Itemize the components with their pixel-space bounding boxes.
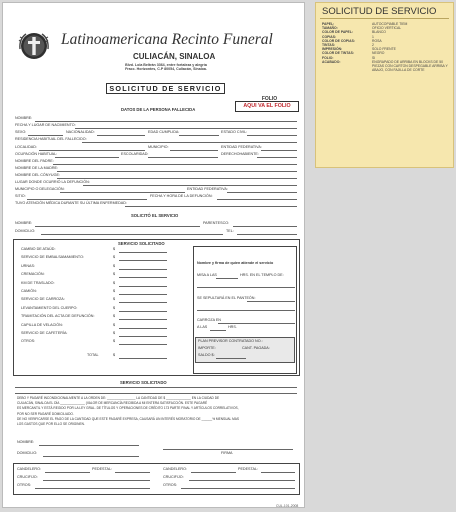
field-line[interactable] [83, 185, 297, 186]
field-line[interactable] [55, 157, 119, 158]
cross-logo-icon [17, 29, 51, 63]
service-amount-line[interactable] [119, 286, 167, 287]
field-line[interactable] [39, 150, 145, 151]
field-label: SEXO: [15, 130, 27, 134]
field-label: DOMICILIO: [15, 229, 36, 233]
currency-sign: $ [113, 272, 116, 277]
total-label: TOTAL [87, 353, 99, 357]
service-amount-line[interactable] [119, 252, 167, 253]
field-line[interactable] [197, 310, 295, 311]
field-label: CANDELERO: [163, 467, 187, 471]
field-label: DOMICILIO: [17, 451, 38, 455]
spec-value: NEGRO [372, 51, 385, 56]
field-label: OTROS: [163, 483, 178, 487]
field-line[interactable] [247, 301, 295, 302]
service-item-label: TRAMITACIÓN DEL ACTA DE DEFUNCIÓN: [21, 314, 95, 319]
service-item-label: CAMIÓN: [21, 289, 37, 293]
address: Blvd. Lola Beltrán 3364, entre fortaleza y alegría Fracc. Horizontes, C.P 80054, Culiacán, Sinaloa. [125, 63, 207, 72]
field-line[interactable] [115, 472, 150, 473]
field-label: ENTIDAD FEDERATIVA: [221, 145, 262, 149]
spec-key: COPIAS: [322, 34, 337, 39]
section-deceased-title: DATOS DE LA PERSONA FALLECIDA [121, 107, 196, 112]
spec-row [322, 60, 450, 72]
service-amount-line[interactable] [119, 311, 167, 312]
hrs-label: HRS. [228, 325, 237, 329]
spec-panel-title: SOLICITUD DE SERVICIO [322, 6, 437, 17]
field-label: PEDESTAL: [92, 467, 113, 471]
service-amount-line[interactable] [119, 344, 167, 345]
service-amount-line[interactable] [119, 302, 167, 303]
service-amount-line[interactable] [119, 328, 167, 329]
total-line[interactable] [119, 358, 167, 359]
field-line[interactable] [237, 234, 297, 235]
service-item-label: KM DE TRASLADO: [21, 280, 55, 285]
field-label: MUNICIPIO: [148, 145, 169, 149]
field-label: NOMBRE DEL PADRE: [15, 159, 54, 163]
field-label: ESTADO CIVIL: [221, 130, 248, 134]
currency-sign: $ [113, 353, 116, 357]
field-label: CRUCIFIJO: [163, 475, 184, 479]
currency-sign: $ [113, 297, 116, 302]
folio-label: FOLIO [261, 96, 278, 102]
field-label: TEL: [226, 229, 234, 233]
field-line[interactable] [125, 206, 297, 207]
spec-key: ACABADO: [322, 59, 341, 64]
field-label: PEDESTAL: [238, 467, 259, 471]
field-label: NOMBRE: [15, 221, 33, 225]
a-las-label: A LAS [197, 325, 208, 329]
currency-sign: $ [113, 263, 116, 268]
service-amount-line[interactable] [119, 336, 167, 337]
city-label: CULIACÁN, SINALOA [133, 52, 216, 61]
spec-key: COLOR DE COPIAS: [322, 38, 355, 43]
field-label: PARENTESCO: [203, 221, 230, 225]
service-amount-line[interactable] [119, 294, 167, 295]
service-item-label: SERVICIO DE EMBALSAMAMIENTO: [21, 255, 84, 260]
field-label: MUNICIPIO O DELEGACIÓN: [15, 187, 65, 191]
field-line[interactable] [247, 135, 297, 136]
brand-name: Latinoamericana Recinto Funeral [61, 31, 273, 48]
field-line[interactable] [197, 287, 295, 288]
spec-value: ROSA [372, 38, 382, 43]
field-line[interactable] [75, 128, 297, 129]
field-label: NOMBRE: [17, 440, 35, 444]
field-label: FECHA Y HORA DE LA DEFUNCIÓN: [150, 194, 213, 198]
promissory-line: DE NO VERIFICARSE EL PAGO DE LA CANTIDAD QUE ESTE PAGARÉ EXPRESA, CAUSARÁ UN INTERÉS MORATORIO DE ______% MENSUAL MAS [17, 416, 239, 421]
field-label: DERECHOHABIENTE: [221, 152, 259, 156]
field-label: NACIONALIDAD: [66, 130, 95, 134]
carroza-label: CARROZA EN [197, 318, 221, 322]
field-line[interactable] [233, 226, 297, 227]
field-line[interactable] [257, 157, 297, 158]
field-label: ESCOLARIDAD: [121, 152, 149, 156]
section-requester-title: SOLICITÓ EL SERVICIO [131, 213, 179, 218]
field-line[interactable] [191, 472, 236, 473]
field-line[interactable] [28, 135, 63, 136]
field-label: NOMBRE: [15, 116, 33, 120]
field-line[interactable] [39, 445, 139, 446]
spec-value: AUTOCOPIABLE TIEM [372, 22, 408, 26]
form-code: CUL-101-2008 [276, 504, 299, 508]
spec-value: 1 [372, 34, 374, 39]
field-line[interactable] [189, 480, 295, 481]
field-line[interactable] [218, 323, 295, 324]
field-line[interactable] [148, 157, 218, 158]
field-label: CRUCIFIJO: [17, 475, 38, 479]
field-line[interactable] [261, 150, 297, 151]
currency-sign: $ [113, 322, 116, 327]
signature-label: FIRMA [221, 451, 233, 455]
field-label: ENTIDAD FEDERATIVA: [187, 187, 228, 191]
promissory-line: DEBO Y PAGARÉ INCONDICIONALMENTE A LA ORDEN DE: ________________ LA CANTIDAD DE $ ______________ EN LA CIUDAD DE [17, 396, 220, 400]
field-line[interactable] [41, 234, 223, 235]
sepultara-label: SE SEPULTARÁ EN EL PANTEÓN: [197, 296, 256, 300]
spec-key: COLOR DE PAPEL: [322, 30, 354, 35]
service-item-label: CAMBIO DE ATAÚD: [21, 247, 56, 251]
field-line[interactable] [35, 121, 297, 122]
spec-value: BLANCO [372, 30, 386, 35]
field-label: OCUPACIÓN HABITUAL: [15, 152, 58, 156]
service-amount-line[interactable] [119, 277, 167, 278]
currency-sign: $ [113, 280, 116, 285]
services-title: SERVICIO SOLICITADO [118, 241, 165, 246]
field-line[interactable] [181, 488, 295, 489]
field-line[interactable] [60, 192, 185, 193]
field-label: TUVO ATENCIÓN MÉDICA DURANTE SU ÚLTIMA ENFERMEDAD: [15, 201, 127, 205]
misa-label-2: HRS. EN EL TEMPLO DE: [240, 273, 284, 277]
field-line[interactable] [97, 135, 145, 136]
spec-value: SOLO FRENTE [372, 47, 396, 52]
spec-key: PAPEL: [322, 22, 335, 26]
promissory-line: POR NO SER PAGARÉ DOMICILIADO. [17, 411, 74, 416]
promissory-line: ES MERCANTIL Y ESTÁ REGIDO POR LA LEY GRAL. DE TÍTULOS Y OPERACIONES DE CRÉDITO 173 PARTE FINAL Y ARTÍCULOS CORRELATIVOS, [17, 406, 239, 411]
importe-label: IMPORTE: [198, 346, 216, 350]
field-label: NOMBRE DEL CÓNYUGE: [15, 173, 60, 177]
folio-value: AQUI VA EL FOLIO [235, 101, 299, 112]
service-item-label: URNAS: [21, 263, 35, 268]
field-line[interactable] [216, 278, 238, 279]
field-line[interactable] [53, 164, 297, 165]
field-line[interactable] [57, 171, 297, 172]
field-line[interactable] [217, 199, 297, 200]
field-line[interactable] [45, 472, 90, 473]
attendant-title: Nombre y firma de quien atiende el servicio [197, 261, 274, 265]
field-line[interactable] [43, 456, 139, 457]
field-line[interactable] [179, 135, 219, 136]
field-label: EDAD CUMPLIDA: [148, 130, 180, 134]
promissory-line: LOS GASTOS QUE POR ELLO SE ORIGINEN. [17, 422, 85, 426]
service-item-label: CAPILLA DE VELACIÓN: [21, 322, 63, 327]
spec-value: SI [372, 55, 376, 60]
field-line[interactable] [261, 472, 295, 473]
field-line[interactable] [57, 178, 297, 179]
currency-sign: $ [113, 339, 116, 344]
field-label: NOMBRE DE LA MADRE: [15, 166, 59, 170]
divider [320, 18, 449, 19]
service-amount-line[interactable] [119, 319, 167, 320]
service-amount-line[interactable] [119, 269, 167, 270]
signature-line[interactable] [163, 449, 293, 450]
field-line[interactable] [15, 393, 297, 394]
service-item-label: OTROS: [21, 339, 36, 344]
service-item-label: SERVICIO DE CARROZA: [21, 297, 65, 302]
currency-sign: $ [113, 331, 116, 335]
currency-sign: $ [113, 305, 116, 310]
field-label: RESIDENCIA HABITUAL DEL FALLECIDO: [15, 137, 87, 141]
currency-sign: $ [113, 289, 116, 293]
field-line[interactable] [216, 358, 246, 359]
spec-value: 2 [372, 43, 374, 47]
field-label: FECHA Y LUGAR DE NACIMIENTO: [15, 123, 76, 127]
spec-key: FOLIO: [322, 55, 334, 60]
promissory-title: SERVICIO SOLICITADO [120, 380, 167, 385]
field-line[interactable] [35, 488, 150, 489]
field-line[interactable] [27, 199, 147, 200]
currency-sign: $ [113, 255, 116, 260]
pagada-label: CANT. PAGADA: [242, 346, 270, 350]
promissory-line: CULIACÁN, SINALOA EL DÍA ______________ (VALOR DE MERCANCÍA RECIBIDA A MI ENTERA SATISFACCIÓN. ESTE PAGARÉ [17, 401, 208, 406]
spec-value: OFICIO VERTICAL [372, 26, 402, 31]
saldo-label: SALDO $: [198, 353, 215, 357]
service-item-label: LEVANTAMIENTO DEL CUERPO: [21, 305, 78, 310]
field-label: OTROS: [17, 483, 32, 487]
service-item-label: CREMACIÓN: [21, 272, 45, 277]
plan-label: PLAN PREVISOR CONTRATADO NO.: [198, 339, 263, 343]
field-label: SITIO: [15, 194, 26, 198]
service-item-label: SERVICIO DE CAFETERÍA: [21, 331, 68, 335]
spec-key: TINTAS: [322, 43, 336, 47]
spec-value: ENGRAPADO DE ARRIBA EN BLOCKS DE 50 PIEZAS CON CARTON DESPEGABLE ARRIBA Y ABAJO, CON FAJILLA DE CORTE [372, 59, 448, 72]
field-line[interactable] [170, 150, 218, 151]
form-title: SOLICITUD DE SERVICIO [106, 83, 225, 94]
currency-sign: $ [113, 247, 116, 251]
field-label: CANDELERO: [17, 467, 41, 471]
spec-key: IMPRESIÓN: [322, 47, 343, 52]
currency-sign: $ [113, 314, 116, 319]
spec-key: TAMAÑO: [322, 26, 338, 31]
spec-panel [315, 2, 454, 168]
form-sheet [2, 2, 305, 508]
field-line[interactable] [15, 387, 297, 388]
field-label: LUGAR DONDE OCURRIÓ LA DEFUNCIÓN: [15, 180, 90, 184]
field-line[interactable] [227, 192, 297, 193]
misa-label: MISA A LAS [197, 273, 217, 277]
field-line[interactable] [43, 480, 150, 481]
field-line[interactable] [210, 330, 226, 331]
service-amount-line[interactable] [119, 260, 167, 261]
field-line[interactable] [82, 142, 297, 143]
spec-key: COLOR DE TINTAS: [322, 51, 354, 56]
field-line[interactable] [35, 226, 200, 227]
field-label: LOCALIDAD: [15, 145, 37, 149]
